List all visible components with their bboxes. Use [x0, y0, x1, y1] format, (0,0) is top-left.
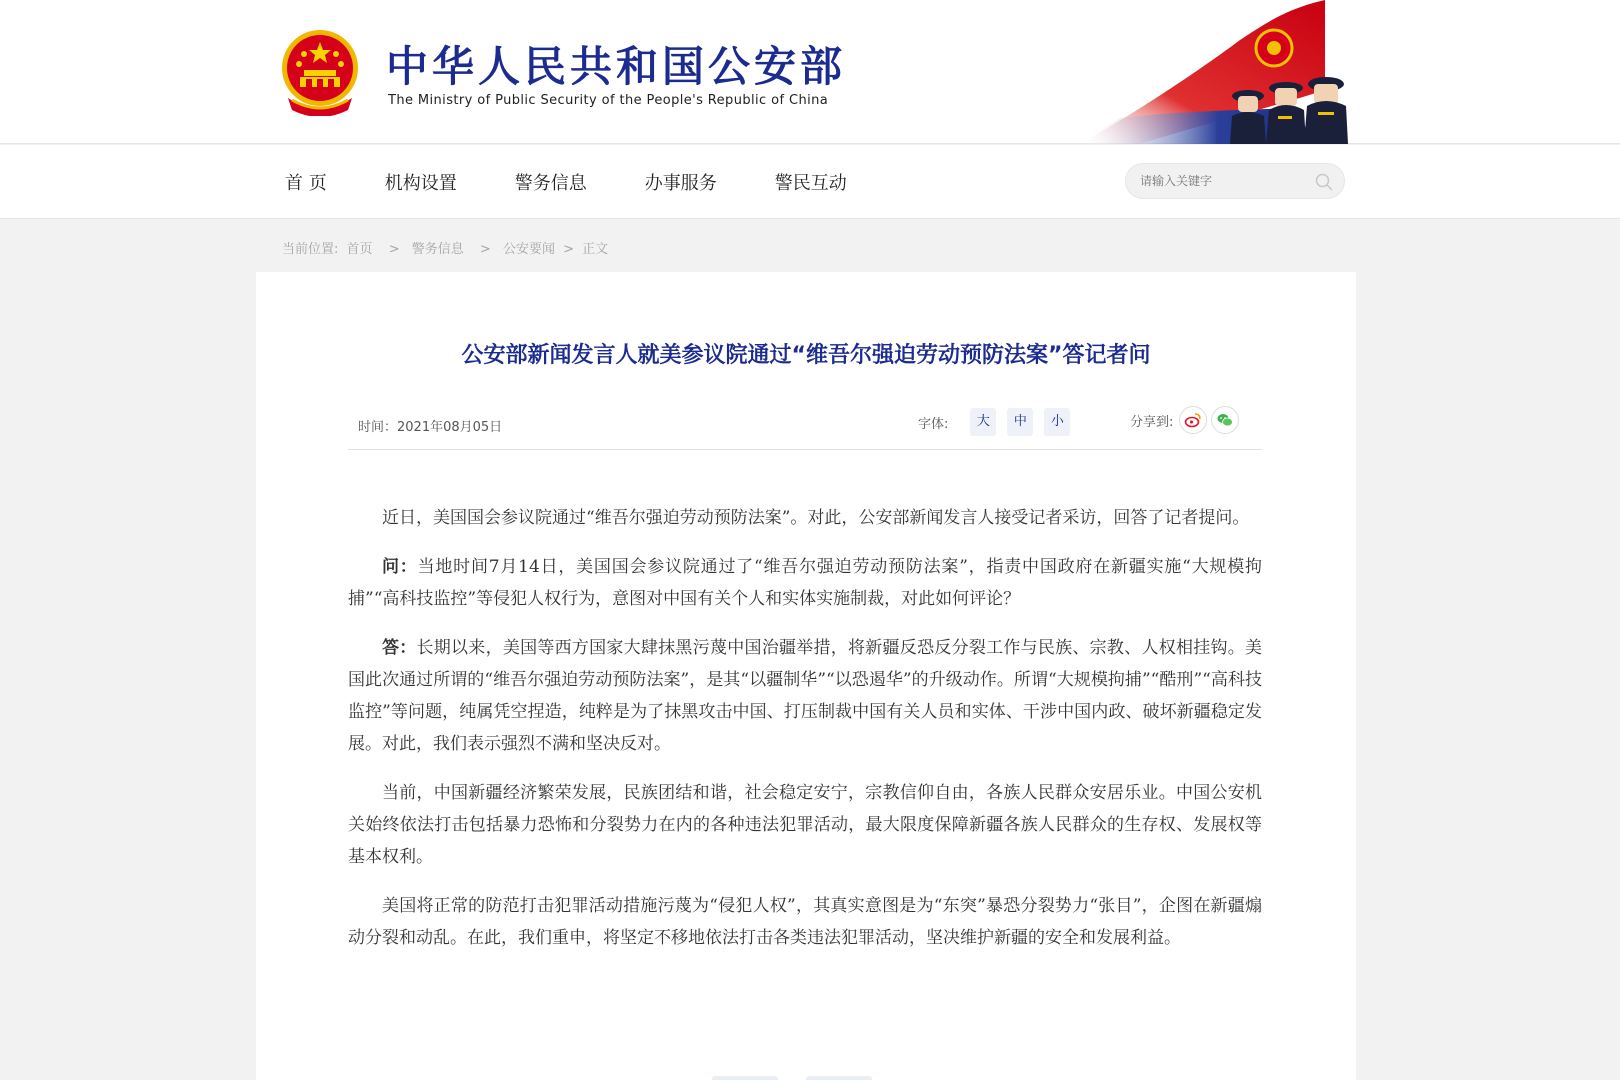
article-meta: [348, 400, 1262, 450]
nav-item-police-info[interactable]: 警务信息: [514, 173, 587, 194]
paragraph-text: 长期以来，美国等西方国家大肆抹黑污蔑中国治疆举措，将新疆反恐反分裂工作与民族、宗教、人权相挂钩。美国此次通过所谓的“维吾尔强迫劳动预防法案”，是其“以疆制华”“以恐遏华”的升级动作。所谓“大规模拘捕”“酷刑”“高科技监控”等问题，纯属凭空捏造，纯粹是为了抹黑攻击中国、打压制裁中国有关人员和实体、干涉中国内政、破坏新疆稳定发展。对此，我们表示强烈不满和坚决反对。: [348, 638, 1263, 754]
font-size-medium-button[interactable]: 中: [1007, 408, 1033, 436]
paragraph: [348, 502, 1262, 534]
breadcrumb-separator: >: [479, 242, 491, 257]
site-header: [0, 0, 1620, 144]
breadcrumb-separator: >: [388, 242, 400, 257]
article-body: [348, 502, 1262, 971]
nav-item-interaction[interactable]: 警民互动: [774, 173, 847, 194]
font-size-switcher: [918, 408, 1081, 436]
main-nav: [0, 145, 1620, 219]
paragraph: [348, 890, 1262, 954]
article-panel: [256, 272, 1356, 1080]
font-size-label: 字体:: [918, 416, 949, 432]
paragraph: [348, 551, 1262, 615]
font-size-large-button[interactable]: 大: [970, 408, 996, 436]
nav-item-services[interactable]: 办事服务: [644, 173, 717, 194]
police-flag-banner: [1080, 0, 1350, 144]
weibo-icon: [1184, 411, 1202, 429]
national-emblem-icon: [278, 28, 362, 116]
breadcrumb-item-home[interactable]: 首页: [346, 242, 373, 257]
paragraph-text: 当前，中国新疆经济繁荣发展，民族团结和谐，社会稳定安宁，宗教信仰自由，各族人民群众安居乐业。中国公安机关始终依法打击包括暴力恐怖和分裂势力在内的各种违法犯罪活动，最大限度保障新疆各族人民群众的生存权、发展权等基本权利。: [348, 783, 1262, 867]
nav-item-home[interactable]: 首 页: [285, 173, 327, 194]
nav-item-organization[interactable]: 机构设置: [384, 173, 457, 194]
weibo-share-button[interactable]: [1179, 406, 1207, 434]
search-icon[interactable]: [1314, 172, 1334, 192]
paragraph-text: 美国将正常的防范打击犯罪活动措施污蔑为“侵犯人权”，其真实意图是为“东突”暴恐分裂势力“张目”，企图在新疆煽动分裂和动乱。在此，我们重申，将坚定不移地依法打击各类违法犯罪活动，坚决维护新疆的安全和发展利益。: [348, 896, 1262, 948]
breadcrumb-label: 当前位置:: [282, 242, 339, 257]
font-size-small-button[interactable]: 小: [1044, 408, 1070, 436]
search-input[interactable]: [1140, 164, 1310, 198]
wechat-share-button[interactable]: [1211, 406, 1239, 434]
wechat-icon: [1216, 411, 1234, 429]
breadcrumb-separator: >: [563, 242, 574, 257]
breadcrumb-item-current: 正文: [582, 242, 609, 257]
bottom-tab[interactable]: [712, 1076, 778, 1080]
paragraph: [348, 632, 1262, 760]
share-label: 分享到:: [1130, 414, 1174, 430]
breadcrumb-item-news[interactable]: 公安要闻: [502, 242, 555, 257]
paragraph: [348, 777, 1262, 873]
question-lead: 问：: [382, 557, 418, 577]
share-bar: [1130, 406, 1243, 434]
bottom-tabs: [712, 1076, 900, 1080]
breadcrumb-item-police-info[interactable]: 警务信息: [411, 242, 464, 257]
publish-date: 时间：2021年08月05日: [358, 420, 503, 435]
answer-lead: 答：: [382, 638, 417, 658]
bottom-tab[interactable]: [806, 1076, 872, 1080]
site-subtitle: The Ministry of Public Security of the People's Republic of China: [388, 93, 829, 108]
article-title: 公安部新闻发言人就美参议院通过“维吾尔强迫劳动预防法案”答记者问: [461, 343, 1151, 368]
paragraph-text: 近日，美国国会参议院通过“维吾尔强迫劳动预防法案”。对此，公安部新闻发言人接受记者采访，回答了记者提问。: [382, 508, 1250, 528]
search-box: [1125, 163, 1345, 199]
breadcrumb: [282, 238, 612, 257]
site-title: 中华人民共和国公安部: [386, 42, 847, 91]
paragraph-text: 当地时间7月14日，美国国会参议院通过了“维吾尔强迫劳动预防法案”，指责中国政府在新疆实施“大规模拘捕”“高科技监控”等侵犯人权行为，意图对中国有关个人和实体实施制裁，对此如何评论？: [348, 557, 1263, 609]
